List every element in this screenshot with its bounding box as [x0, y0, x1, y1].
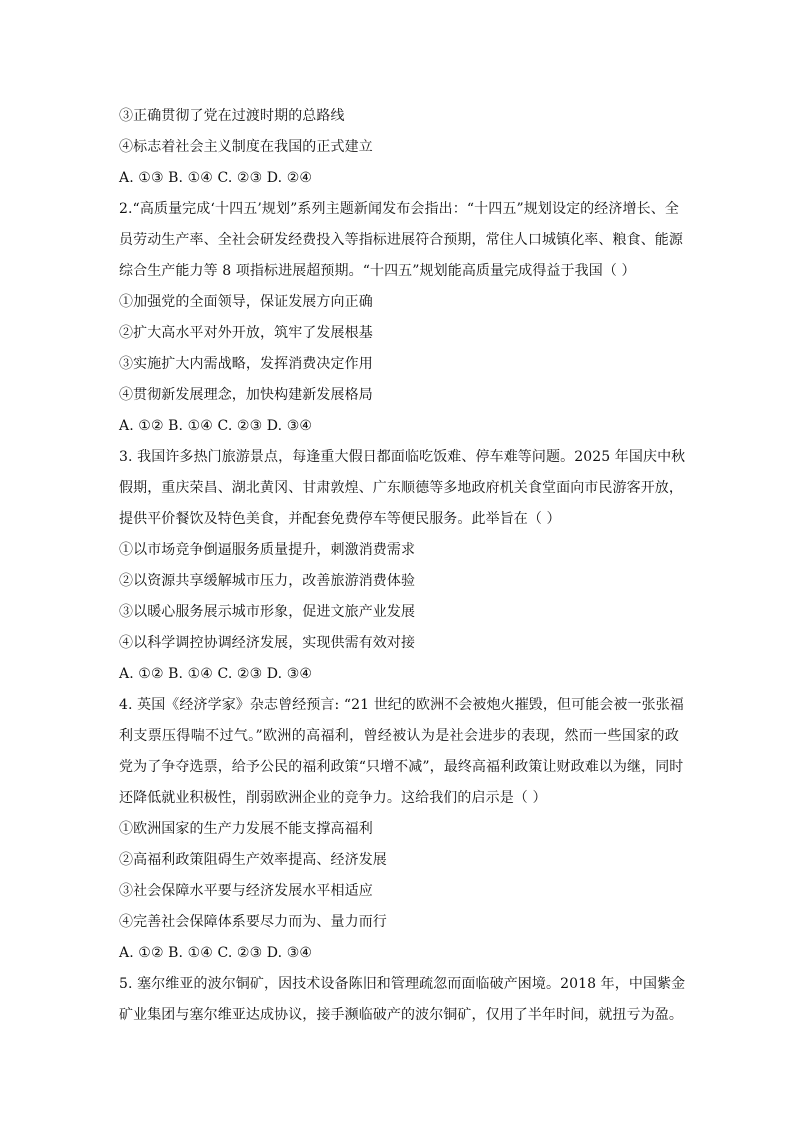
q4-stem-line: 利支票压得喘不过气。”欧洲的高福利，曾经被认为是社会进步的表现，然而一些国家的政 — [119, 728, 679, 744]
q2-stem-line: 综合生产能力等 8 项指标进展超预期。“十四五”规划能高质量完成得益于我国（ ） — [119, 263, 636, 279]
q4-option-2: ②高福利政策阻碍生产效率提高、经济发展 — [119, 852, 387, 868]
q3-answer-choices: A. ①② B. ①④ C. ②③ D. ③④ — [119, 666, 312, 682]
q3-option-3: ③以暖心服务展示城市形象，促进文旅产业发展 — [119, 604, 416, 620]
q4-answer-choices: A. ①② B. ①④ C. ②③ D. ③④ — [119, 945, 312, 961]
q2-option-2: ②扩大高水平对外开放，筑牢了发展根基 — [119, 325, 373, 341]
question-2 — [119, 194, 683, 442]
q4-option-1: ①欧洲国家的生产力发展不能支撑高福利 — [119, 821, 373, 837]
q4-option-3: ③社会保障水平要与经济发展水平相适应 — [119, 883, 373, 899]
q3-stem-line: 3. 我国许多热门旅游景点，每逢重大假日都面临吃饭难、停车难等问题。2025 年国庆中秋 — [119, 449, 686, 465]
q2-option-4: ④贯彻新发展理念，加快构建新发展格局 — [119, 387, 373, 403]
q4-option-4: ④完善社会保障体系要尽力而为、量力而行 — [119, 914, 387, 930]
q1-option-4: ④标志着社会主义制度在我国的正式建立 — [119, 139, 373, 155]
q4-stem-line: 4. 英国《经济学家》杂志曾经预言: “21 世纪的欧洲不会被炮火摧毁，但可能会被一张张福 — [119, 697, 684, 713]
q4-stem-line: 还降低就业积极性，削弱欧洲企业的竞争力。这给我们的启示是（ ） — [119, 790, 547, 806]
q3-option-1: ①以市场竞争倒逼服务质量提升，刺激消费需求 — [119, 542, 416, 558]
q1-answer-choices: A. ①③ B. ①④ C. ②③ D. ②④ — [119, 170, 312, 186]
q5-stem-line: 矿业集团与塞尔维亚达成协议，接手濒临破产的波尔铜矿，仅用了半年时间，就扭亏为盈。 — [119, 1007, 683, 1023]
q3-stem-line: 假期，重庆荣昌、湖北黄冈、甘肃敦煌、广东顺德等多地政府机关食堂面向市民游客开放， — [119, 480, 683, 496]
q3-stem-line: 提供平价餐饮及特色美食，并配套免费停车等便民服务。此举旨在（ ） — [119, 511, 561, 527]
q1-option-3: ③正确贯彻了党在过渡时期的总路线 — [119, 108, 345, 124]
question-3 — [119, 442, 686, 690]
question-list — [119, 101, 686, 1031]
q2-stem-line: 员劳动生产率、全社会研发经费投入等指标进展符合预期，常住人口城镇化率、粮食、能源 — [119, 232, 683, 248]
q4-stem-line: 党为了争夺选票，给予公民的福利政策“只增不减”，最终高福利政策让财政难以为继，同时 — [119, 759, 684, 775]
q2-stem-line: 2.“高质量完成‘十四五’规划”系列主题新闻发布会指出：“十四五”规划设定的经济增长、全 — [119, 201, 679, 217]
q5-stem-line: 5. 塞尔维亚的波尔铜矿，因技术设备陈旧和管理疏忽而面临破产困境。2018 年，中国紫金 — [119, 976, 686, 992]
q2-option-1: ①加强党的全面领导，保证发展方向正确 — [119, 294, 373, 310]
q3-option-4: ④以科学调控协调经济发展，实现供需有效对接 — [119, 635, 416, 651]
question-1-tail — [119, 101, 679, 194]
question-4 — [119, 690, 684, 969]
q3-option-2: ②以资源共享缓解城市压力，改善旅游消费体验 — [119, 573, 416, 589]
q2-option-3: ③实施扩大内需战略，发挥消费决定作用 — [119, 356, 373, 372]
question-5 — [119, 969, 686, 1031]
q2-answer-choices: A. ①② B. ①④ C. ②③ D. ③④ — [119, 418, 312, 434]
